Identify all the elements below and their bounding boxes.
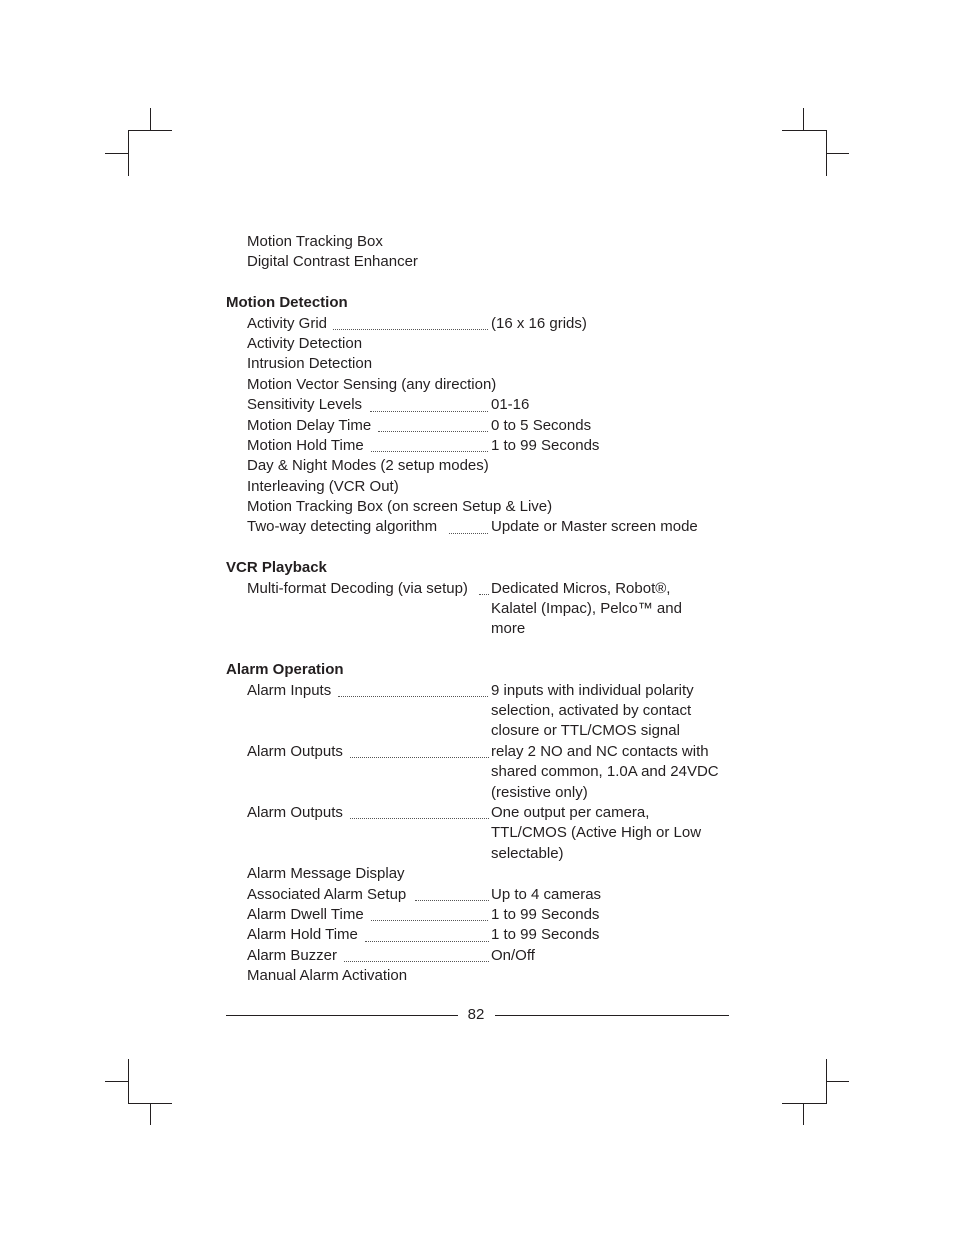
crop-mark <box>150 1103 151 1125</box>
section-heading-vcr-playback: VCR Playback <box>226 559 327 577</box>
crop-mark <box>782 1103 826 1104</box>
spec-row: Alarm Buzzer On/Off <box>226 946 736 966</box>
spec-row: Multi-format Decoding (via setup) Dedicated Micros, Robot®, <box>226 579 736 599</box>
spec-row: Alarm Outputs relay 2 NO and NC contacts with <box>226 742 736 762</box>
spec-row: Alarm Hold Time 1 to 99 Seconds <box>226 925 736 945</box>
crop-mark <box>803 1103 804 1125</box>
list-item: Digital Contrast Enhancer <box>247 253 418 271</box>
crop-mark <box>826 1081 849 1082</box>
spec-row-continued: Kalatel (Impac), Pelco™ and <box>491 600 682 618</box>
crop-mark <box>826 130 827 176</box>
spec-row: Activity Grid (16 x 16 grids) <box>226 314 736 334</box>
spec-row: Alarm Inputs 9 inputs with individual polarity <box>226 681 736 701</box>
crop-mark <box>826 153 849 154</box>
section-heading-motion-detection: Motion Detection <box>226 294 348 312</box>
footer-rule-right <box>495 1015 729 1016</box>
section-heading-alarm-operation: Alarm Operation <box>226 661 344 679</box>
spec-row: Alarm Message Display <box>247 865 405 883</box>
spec-row-continued: closure or TTL/CMOS signal <box>491 722 680 740</box>
spec-row-continued: TTL/CMOS (Active High or Low <box>491 824 702 842</box>
spec-row: Motion Hold Time 1 to 99 Seconds <box>226 436 736 456</box>
spec-content <box>226 232 736 986</box>
spec-row-continued: more <box>491 620 526 638</box>
spec-row-continued: shared common, 1.0A and 24VDC <box>491 763 719 781</box>
crop-mark <box>128 130 129 176</box>
spec-row: Activity Detection <box>247 334 363 352</box>
spec-row: Manual Alarm Activation <box>247 967 408 985</box>
spec-row: Motion Tracking Box (on screen Setup & Live) <box>247 498 553 516</box>
spec-row: Motion Vector Sensing (any direction) <box>247 375 497 393</box>
spec-row-continued: (resistive only) <box>491 783 588 801</box>
spec-row-continued: selection, activated by contact <box>491 701 692 719</box>
spec-row: Intrusion Detection <box>247 355 373 373</box>
crop-mark <box>105 1081 128 1082</box>
footer-rule-left <box>226 1015 458 1016</box>
spec-row: Alarm Outputs One output per camera, <box>226 803 736 823</box>
spec-row: Two-way detecting algorithm Update or Master screen mode <box>226 517 736 537</box>
spec-row: Alarm Dwell Time 1 to 99 Seconds <box>226 905 736 925</box>
spec-row-continued: selectable) <box>491 844 564 862</box>
list-item: Motion Tracking Box <box>247 233 383 250</box>
crop-mark <box>782 130 826 131</box>
crop-mark <box>105 153 128 154</box>
spec-row: Motion Delay Time 0 to 5 Seconds <box>226 416 736 436</box>
spec-row: Sensitivity Levels 01-16 <box>226 395 736 415</box>
spec-row: Associated Alarm Setup Up to 4 cameras <box>226 885 736 905</box>
spec-row: Interleaving (VCR Out) <box>247 477 399 495</box>
crop-mark <box>128 1059 129 1104</box>
page-number: 82 <box>467 1006 485 1023</box>
crop-mark <box>803 108 804 131</box>
crop-mark <box>150 108 151 131</box>
crop-mark <box>128 130 172 131</box>
spec-row: Day & Night Modes (2 setup modes) <box>247 457 489 475</box>
